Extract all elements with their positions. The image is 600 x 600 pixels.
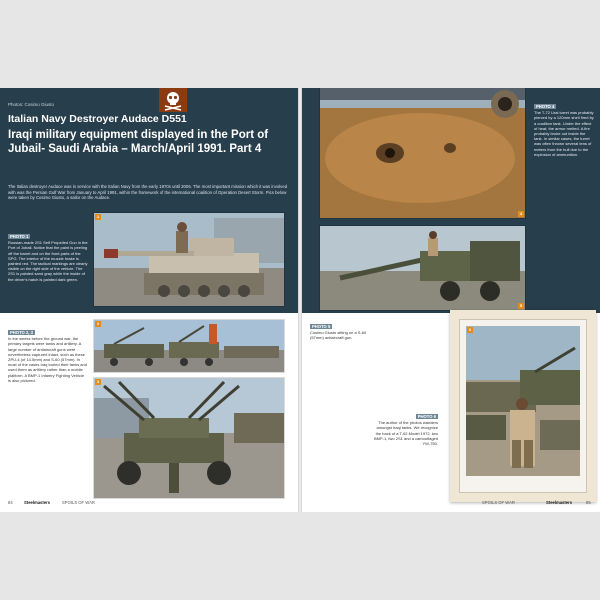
photo-3-zpu-4 [94,378,284,498]
caption-text: The author of the photos wanders amongst Iraqi tanks. We recognize the back of a T-62 Model 1972, two BMP-1, two 2S1 and a camouflaged YW-750. [373,420,438,447]
photo-number: 5 [519,303,523,308]
caption-tag: PHOTO 2, 3 [10,330,33,335]
photo-4-t72-turret [320,88,525,218]
photo-6-author-tanks [460,320,586,492]
article-title: Iraqi military equipment displayed in the Port of Jubail- Saudi Arabia – March/April 1991. Part 4 [8,129,269,155]
caption-text: The T-72 Ural turret was probably pierced by a 120mm shell fired by a coalition tank. Under the effect of heat, the armor melted. A fire probably broke out inside the tank. In similar cases, the turret was often thrown several tens of meters from the hull due to the explosion of ammunition. [534,110,594,157]
right-page [302,88,600,512]
right-footer-section: SPOILS OF WAR [482,500,515,505]
left-footer-section: SPOILS OF WAR [62,500,95,505]
left-page-number: 84 [8,500,13,505]
right-page-number: 85 [586,500,591,505]
caption-tag: PHOTO 5 [312,324,331,329]
photo-5-s60-gun [320,226,525,310]
right-footer-brand: Steelmasters [546,500,573,505]
caption-tag: PHOTO 1 [10,234,29,239]
photo-number: 4 [519,211,523,216]
article-kicker: Italian Navy Destroyer Audace D551 [8,113,187,125]
caption-tag: PHOTO 4 [536,104,555,109]
caption-photo-4 [534,104,594,157]
caption-photo-5 [310,324,380,341]
photo-2-antiaircraft-guns [94,320,284,372]
photo-1-2s1-spg [94,213,284,306]
caption-photo-6 [372,414,438,446]
skull-crossbones-icon [159,88,187,112]
magazine-spread [0,88,600,512]
photo-number: 1 [96,214,100,219]
caption-text: Cosimo Giusto sitting on a S-60 (57mm) antiaircraft gun. [310,330,367,341]
photo-number: 2 [96,321,100,326]
left-page [0,88,298,512]
article-intro: The Italian destroyer Audace was in service with the Italian Navy from the early 1970s until 2006. The most important mission which it was involved with was the Persian Gulf War from January to April 1991, within the framework of the international coalition of Operation Desert Storm. Pics below were taken by Cosimo Giusto, a sailor on the Audace. [8,184,288,201]
photo-credit: Photos: Cosimo Giusto [8,102,55,107]
photo-number: 6 [468,327,472,332]
caption-text: In the weeks before the ground war, the primary targets were tanks and artillery. A large number of antiaircraft guns were nevertheless captured intact, such as these ZPU-4 (of 14.5mm) and S-60 (57mm). In most of the cases Iraq buried their tanks and used them as artillery rather than a mobile platform. A BMP-1 Infantry Fighting Vehicle is also pictured. [8,336,87,383]
caption-photo-1 [8,234,88,282]
caption-photo-2-3 [8,330,88,383]
left-footer-brand: Steelmasters [24,500,51,505]
caption-text: Russian-made 2S1 Self Propelled Gun in the Port of Jubail. Notice that the paint is peeling off the barrel and on the front parts of the SPG. The interior of the muzzle brake is painted red. The tactical markings are clearly visible on the right side of the vehicle. The 2S1 is painted sand gray while the inside of the driver's hatch is painted dark green. [8,240,88,282]
photo-number: 3 [96,379,100,384]
caption-tag: PHOTO 6 [417,414,436,419]
